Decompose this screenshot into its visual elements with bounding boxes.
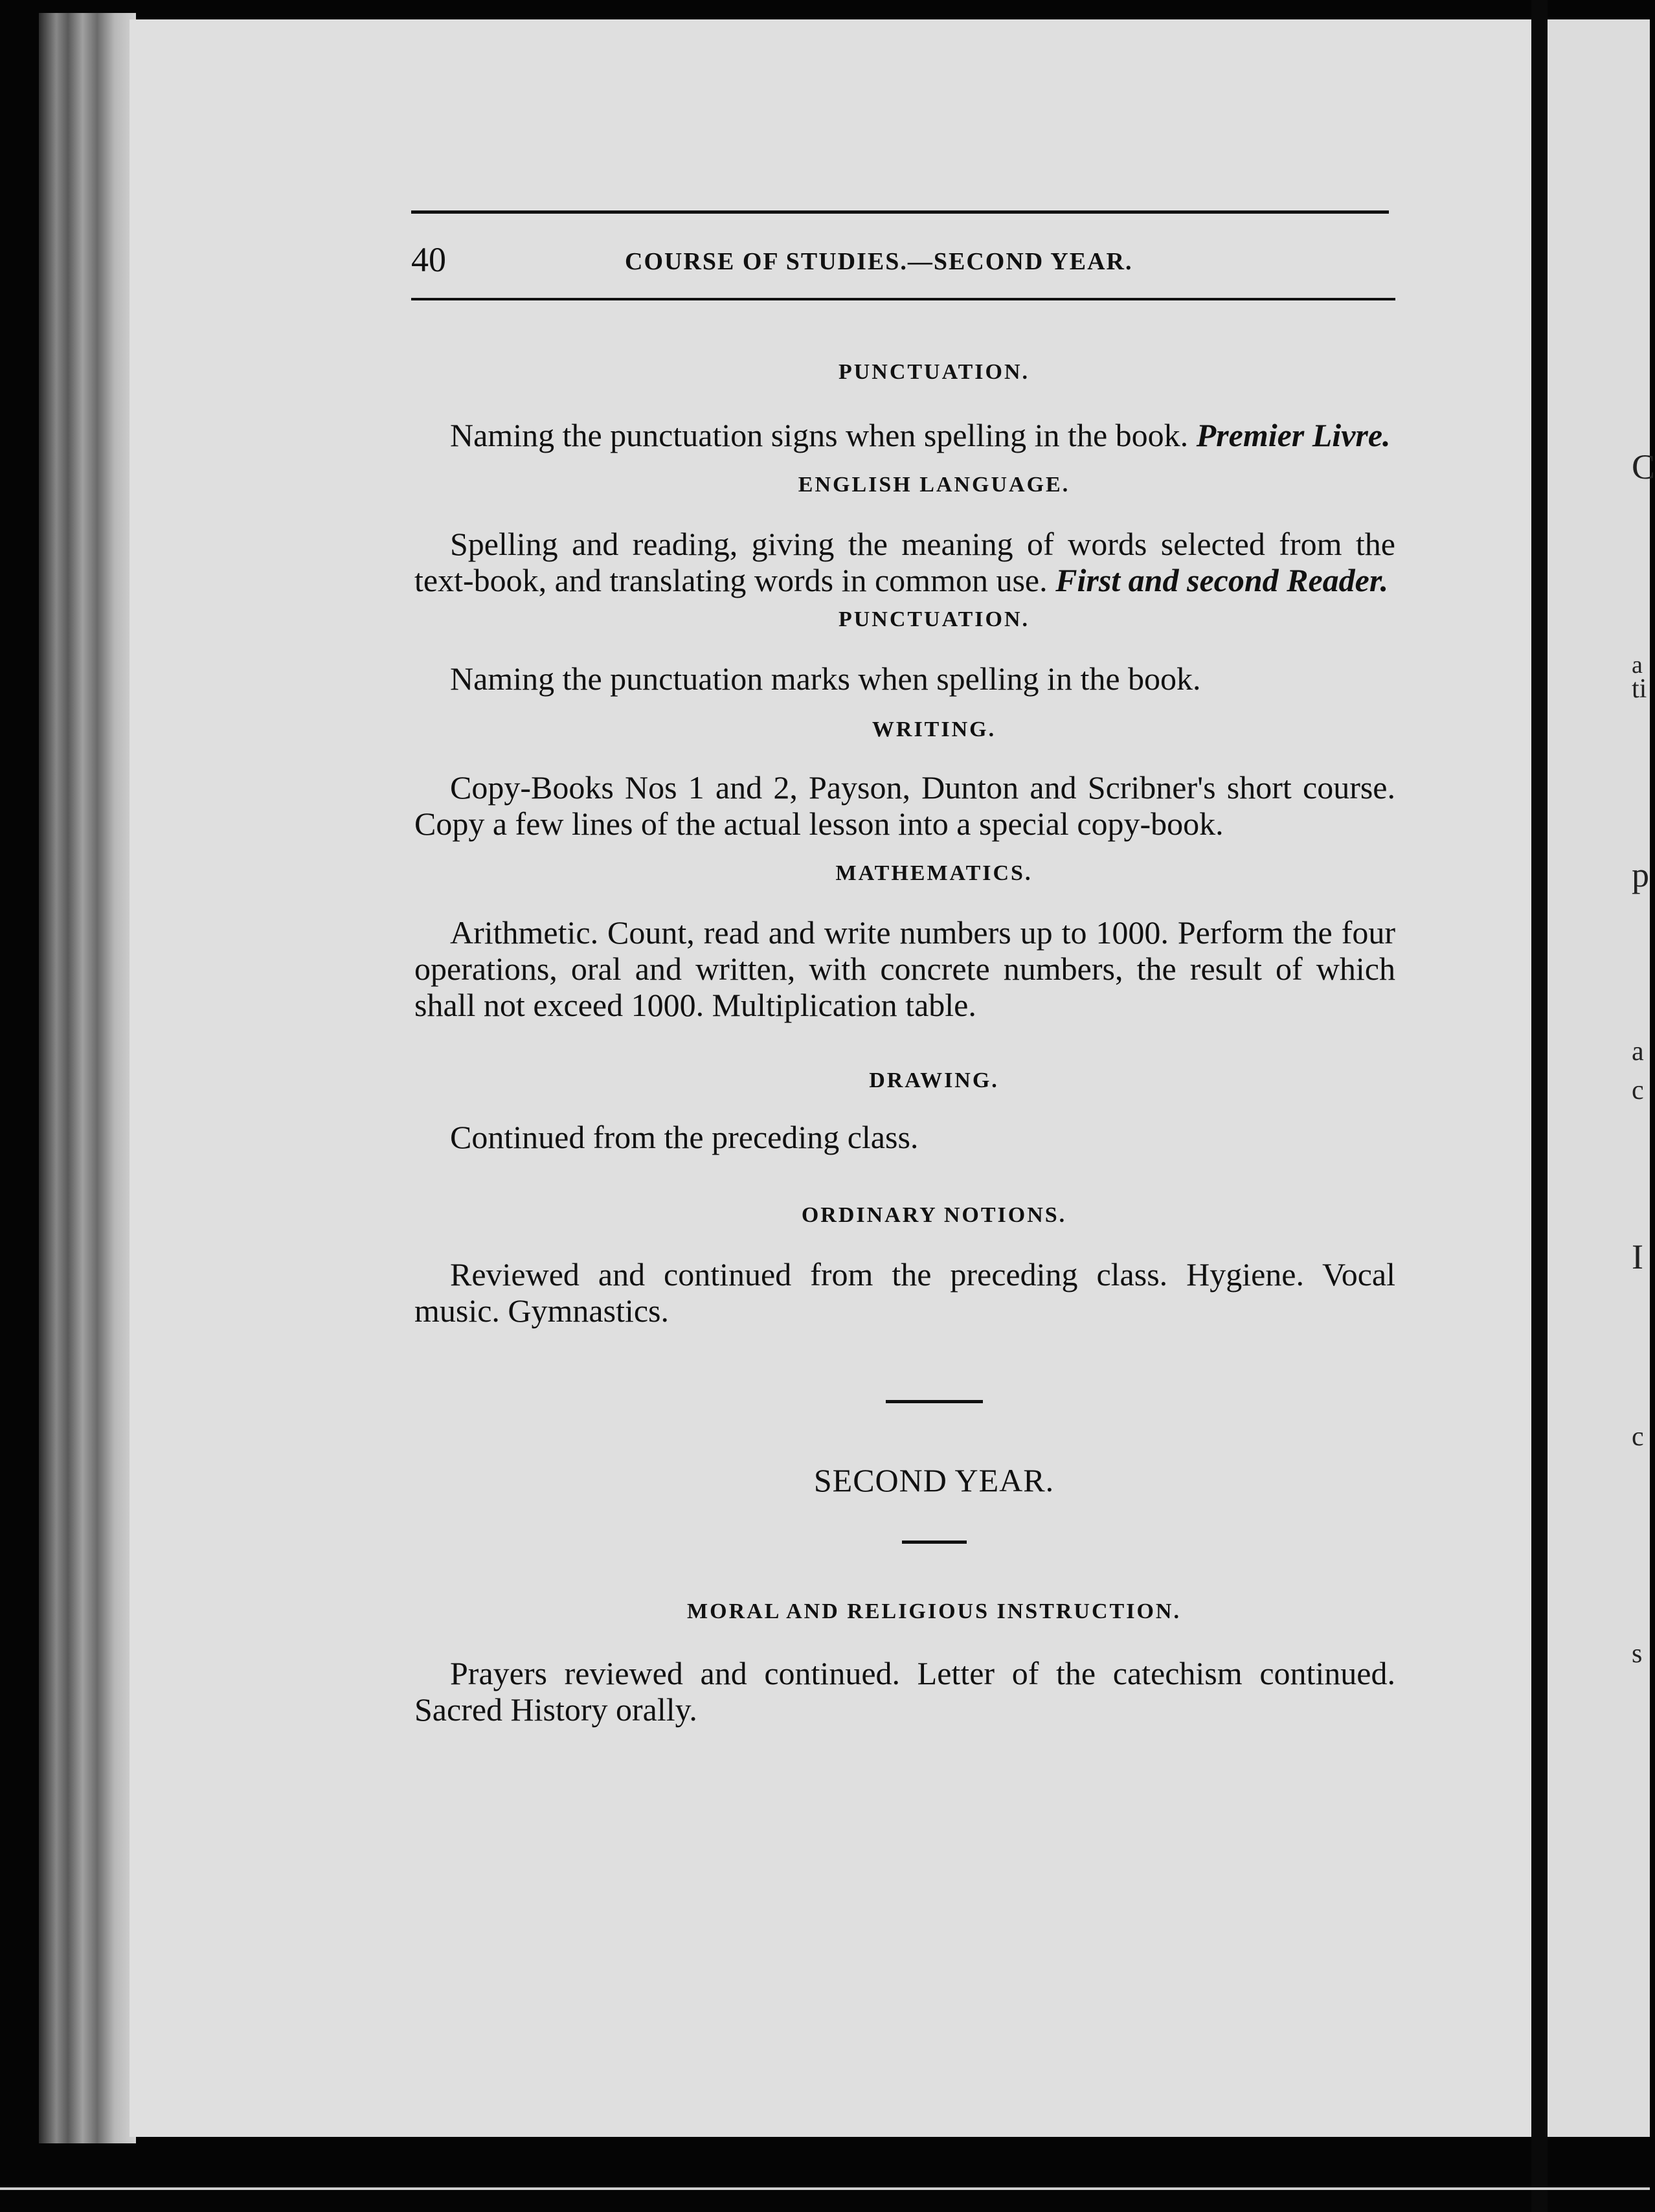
paragraph-text: Naming the punctuation signs when spelling in the book. [450,417,1189,453]
header-top-rule [411,210,1389,214]
facing-letter: c [1632,1422,1644,1452]
section-heading: WRITING. [872,717,996,741]
section-heading: PUNCTUATION. [838,360,1030,384]
section-divider [886,1400,983,1403]
facing-letter: C [1632,447,1655,486]
section-heading: MATHEMATICS. [835,861,1033,885]
section-paragraph: Arithmetic. Count, read and write numbers up to 1000. Perform the four operations, oral and written, with concrete numbers, the result of which shall not exceed 1000. Multiplication table. [414,914,1395,1023]
book-gutter [1531,0,1548,2212]
running-title: COURSE OF STUDIES.—SECOND YEAR. [625,248,1133,275]
section-heading: DRAWING. [869,1068,999,1092]
book-fore-edge [39,13,136,2143]
section-paragraph: Prayers reviewed and continued. Letter of the catechism continued. Sacred History orally. [414,1655,1395,1728]
section-paragraph: Copy-Books Nos 1 and 2, Payson, Dunton and Scribner's short course. Copy a few lines of the actual lesson into a special copy-book. [414,769,1395,842]
facing-letter: I [1632,1237,1643,1276]
facing-letter: ti [1632,674,1647,704]
book-title-italic: First and second Reader. [1055,562,1389,598]
facing-letter: p [1632,855,1649,894]
facing-page-fragment [1548,19,1655,2137]
section-heading: ORDINARY NOTIONS. [801,1203,1067,1227]
year-title: SECOND YEAR. [813,1462,1055,1498]
facing-letter: a [1632,651,1643,679]
section-paragraph: Continued from the preceding class. [450,1119,919,1155]
page-body [414,350,1395,1728]
paragraph-text: Spelling and reading, giving the meaning of words selected from the text-book, and translating words in common use. [414,526,1395,598]
page-number: 40 [411,240,446,279]
running-head [411,240,1389,285]
section-paragraph: Reviewed and continued from the preceding class. Hygiene. Vocal music. Gymnastics. [414,1256,1395,1329]
facing-letter: s [1632,1639,1643,1669]
book-title-italic: Premier Livre. [1196,417,1391,453]
section-heading: PUNCTUATION. [838,607,1030,631]
section-paragraph [414,417,1395,453]
scan-bottom-edge [0,2187,1650,2190]
facing-letter: a [1632,1037,1644,1066]
section-paragraph: Naming the punctuation marks when spelling in the book. [450,660,1201,697]
facing-letter: c [1632,1076,1644,1105]
section-heading: MORAL AND RELIGIOUS INSTRUCTION. [687,1599,1181,1623]
section-paragraph [414,526,1395,598]
title-divider [902,1541,967,1544]
header-bottom-rule [411,298,1395,300]
section-heading: ENGLISH LANGUAGE. [798,473,1070,497]
